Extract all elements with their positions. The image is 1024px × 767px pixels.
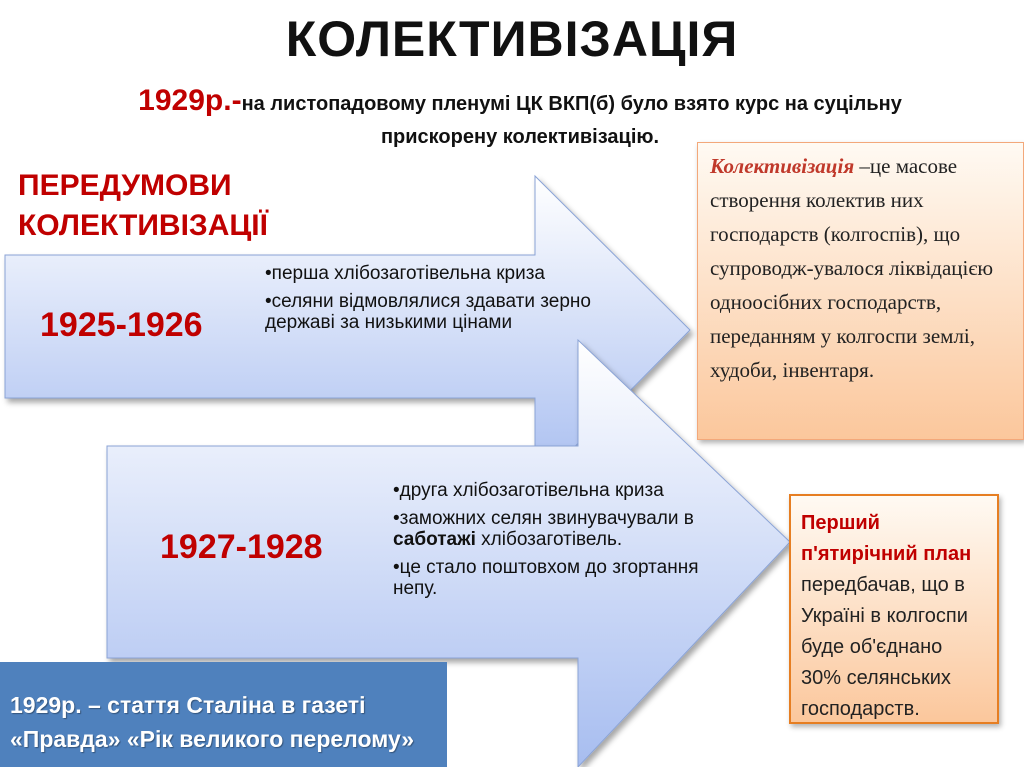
definition-term: Колективізація [710, 154, 855, 178]
period-1-bullet: •перша хлібозаготівельна криза [265, 263, 545, 284]
period-1-bullet: •селяни відмовлялися здавати зерно державі за низькими цінами [265, 291, 591, 333]
period-1-years: 1925-1926 [40, 306, 203, 344]
five-year-plan-heading: Перший п'ятирічний план [801, 512, 972, 565]
five-year-plan-text: передбачав, що в Україні в колгоспи буде об'єднано 30% селянських господарств. [801, 574, 968, 720]
five-year-plan-box [789, 494, 999, 724]
subtitle-year: 1929р.- [138, 84, 242, 117]
pravda-line-2: «Правда» «Рік великого перелому» [10, 726, 415, 752]
period-2-bullet [393, 508, 723, 550]
period-1-bullets [265, 263, 595, 340]
period-2-bullet: •друга хлібозаготівельна криза [393, 480, 664, 501]
period-2-bullets [393, 480, 723, 606]
prerequisites-line-1: ПЕРЕДУМОВИ [18, 169, 232, 202]
prerequisites-line-2: КОЛЕКТИВІЗАЦІЇ [18, 209, 268, 242]
period-2-bullet: •це стало поштовхом до згортання непу. [393, 557, 699, 599]
period-2-bullet-2-start: •заможних селян звинувачували в [393, 508, 694, 529]
subtitle-text: на листопадовому пленумі ЦК ВКП(б) було взято курс на суцільну прискорену колективізацію. [241, 93, 902, 148]
definition-box [697, 142, 1024, 440]
definition-text: –це масове створення колектив них господарств (колгоспів), що супроводж-увалося ліквідацією одноосібних господарств, переданням у колгоспи землі, худоби, інвентаря. [710, 154, 994, 382]
period-2-bullet-2-end: хлібозаготівель. [475, 529, 623, 550]
pravda-line-1: 1929р. – стаття Сталіна в газеті [10, 692, 366, 718]
page-title: КОЛЕКТИВІЗАЦІЯ [285, 11, 739, 67]
period-2-bullet-2-bold: саботажі [393, 529, 476, 550]
period-2-years: 1927-1928 [160, 528, 323, 566]
pravda-banner [0, 662, 447, 767]
